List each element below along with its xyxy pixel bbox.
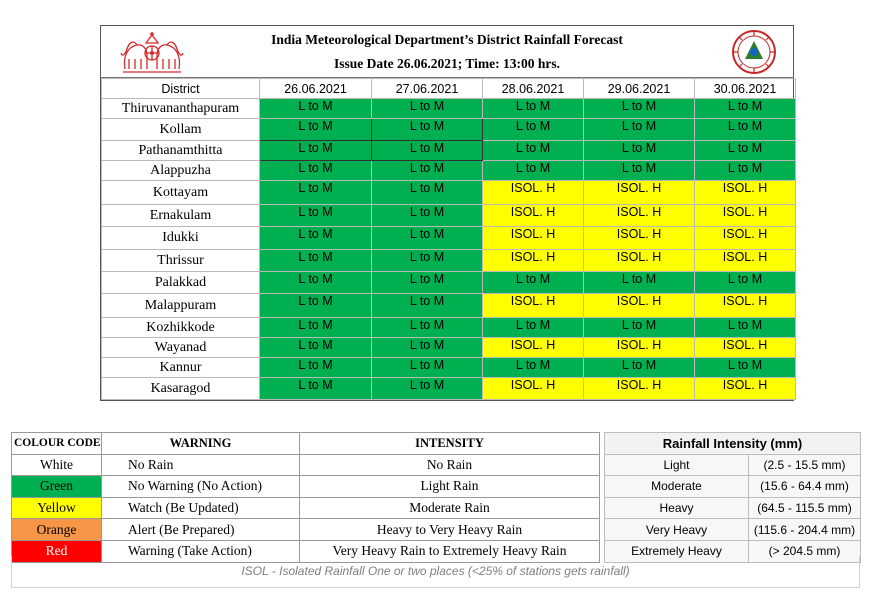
district-name: Idukki xyxy=(102,227,260,250)
table-row xyxy=(102,181,796,205)
forecast-cell: ISOL. H xyxy=(483,181,584,205)
rainfall-label: Moderate xyxy=(605,476,749,498)
intensity-header: INTENSITY xyxy=(300,433,600,455)
table-row xyxy=(102,378,796,400)
forecast-cell: L to M xyxy=(695,141,796,161)
forecast-cell: L to M xyxy=(372,161,483,181)
legend-row xyxy=(12,519,600,541)
forecast-cell: L to M xyxy=(372,205,483,227)
forecast-cell: ISOL. H xyxy=(483,205,584,227)
table-row xyxy=(102,358,796,378)
forecast-cell: L to M xyxy=(260,161,372,181)
district-name: Thiruvananthapuram xyxy=(102,99,260,119)
table-row xyxy=(102,250,796,272)
colour-swatch: Orange xyxy=(12,519,102,541)
forecast-cell: L to M xyxy=(695,318,796,338)
forecast-cell: L to M xyxy=(260,119,372,141)
forecast-cell: ISOL. H xyxy=(695,250,796,272)
forecast-grid xyxy=(101,78,796,400)
forecast-cell: L to M xyxy=(584,99,695,119)
forecast-cell: L to M xyxy=(260,294,372,318)
forecast-cell: ISOL. H xyxy=(584,205,695,227)
page-title: India Meteorological Department’s District Rainfall Forecast xyxy=(271,32,623,47)
rainfall-label: Extremely Heavy xyxy=(605,540,749,562)
rainfall-range: (115.6 - 204.4 mm) xyxy=(749,519,861,541)
date-header: 26.06.2021 xyxy=(260,79,372,99)
district-name: Kozhikkode xyxy=(102,318,260,338)
forecast-cell: L to M xyxy=(584,161,695,181)
district-name: Ernakulam xyxy=(102,205,260,227)
forecast-cell: L to M xyxy=(372,318,483,338)
forecast-cell: L to M xyxy=(372,378,483,400)
forecast-cell: L to M xyxy=(584,119,695,141)
table-row xyxy=(102,161,796,181)
forecast-cell: L to M xyxy=(260,205,372,227)
warning-text: Alert (Be Prepared) xyxy=(102,519,300,541)
date-header: 30.06.2021 xyxy=(695,79,796,99)
warning-header: WARNING xyxy=(102,433,300,455)
warning-text: Watch (Be Updated) xyxy=(102,497,300,519)
forecast-cell: L to M xyxy=(483,99,584,119)
forecast-cell: L to M xyxy=(584,272,695,294)
rainfall-intensity-table xyxy=(604,432,861,563)
forecast-cell: L to M xyxy=(584,141,695,161)
column-header-row xyxy=(102,79,796,99)
legend-row xyxy=(12,497,600,519)
forecast-cell: L to M xyxy=(260,318,372,338)
rainfall-label: Very Heavy xyxy=(605,519,749,541)
forecast-cell: ISOL. H xyxy=(584,227,695,250)
forecast-cell: L to M xyxy=(483,119,584,141)
rainfall-label: Heavy xyxy=(605,497,749,519)
intensity-text: Very Heavy Rain to Extremely Heavy Rain xyxy=(300,540,600,562)
colour-swatch: Red xyxy=(12,540,102,562)
district-name: Kottayam xyxy=(102,181,260,205)
forecast-cell: L to M xyxy=(695,161,796,181)
forecast-cell: ISOL. H xyxy=(483,250,584,272)
forecast-cell: L to M xyxy=(372,338,483,358)
forecast-cell: ISOL. H xyxy=(483,227,584,250)
table-row xyxy=(102,272,796,294)
footnote-box xyxy=(11,556,860,588)
forecast-cell: L to M xyxy=(260,358,372,378)
intensity-text: Moderate Rain xyxy=(300,497,600,519)
forecast-cell: ISOL. H xyxy=(695,338,796,358)
forecast-cell: L to M xyxy=(260,272,372,294)
table-row xyxy=(102,205,796,227)
forecast-cell: L to M xyxy=(372,227,483,250)
table-row xyxy=(102,119,796,141)
forecast-cell: ISOL. H xyxy=(584,294,695,318)
table-row xyxy=(102,318,796,338)
date-header: 29.06.2021 xyxy=(584,79,695,99)
forecast-cell: L to M xyxy=(695,119,796,141)
forecast-table xyxy=(100,25,794,401)
rainfall-range: (64.5 - 115.5 mm) xyxy=(749,497,861,519)
district-header: District xyxy=(102,79,260,99)
district-name: Palakkad xyxy=(102,272,260,294)
date-header: 28.06.2021 xyxy=(483,79,584,99)
colour-swatch: Yellow xyxy=(12,497,102,519)
forecast-cell: L to M xyxy=(260,250,372,272)
forecast-cell: ISOL. H xyxy=(483,378,584,400)
rainfall-label: Light xyxy=(605,454,749,476)
rainfall-title: Rainfall Intensity (mm) xyxy=(605,433,861,455)
forecast-cell: L to M xyxy=(372,272,483,294)
forecast-cell: ISOL. H xyxy=(584,338,695,358)
date-header: 27.06.2021 xyxy=(372,79,483,99)
forecast-cell: L to M xyxy=(483,318,584,338)
legend-header-row xyxy=(12,433,600,455)
intensity-text: No Rain xyxy=(300,454,600,476)
district-name: Pathanamthitta xyxy=(102,141,260,161)
colour-swatch: White xyxy=(12,454,102,476)
district-name: Kasaragod xyxy=(102,378,260,400)
district-name: Malappuram xyxy=(102,294,260,318)
forecast-cell: ISOL. H xyxy=(584,378,695,400)
forecast-cell: ISOL. H xyxy=(695,294,796,318)
forecast-cell: L to M xyxy=(584,318,695,338)
rainfall-range: (15.6 - 64.4 mm) xyxy=(749,476,861,498)
forecast-cell: L to M xyxy=(372,141,483,161)
forecast-cell: L to M xyxy=(483,358,584,378)
forecast-cell: L to M xyxy=(483,272,584,294)
rainfall-header-row xyxy=(605,433,861,455)
table-row xyxy=(102,227,796,250)
legend-row xyxy=(12,454,600,476)
forecast-cell: ISOL. H xyxy=(695,181,796,205)
footnote: ISOL - Isolated Rainfall One or two places (<25% of stations gets rainfall) xyxy=(241,564,630,578)
forecast-cell: L to M xyxy=(372,250,483,272)
table-row xyxy=(102,294,796,318)
forecast-cell: L to M xyxy=(372,181,483,205)
forecast-header xyxy=(101,26,793,78)
rainfall-range: (> 204.5 mm) xyxy=(749,540,861,562)
warning-text: No Warning (No Action) xyxy=(102,476,300,498)
table-row xyxy=(102,141,796,161)
district-name: Thrissur xyxy=(102,250,260,272)
colour-code-legend xyxy=(11,432,600,563)
forecast-cell: L to M xyxy=(372,99,483,119)
forecast-cell: L to M xyxy=(695,272,796,294)
rainfall-row xyxy=(605,454,861,476)
intensity-text: Heavy to Very Heavy Rain xyxy=(300,519,600,541)
forecast-cell: L to M xyxy=(260,141,372,161)
forecast-cell: L to M xyxy=(372,294,483,318)
forecast-cell: ISOL. H xyxy=(695,227,796,250)
forecast-cell: L to M xyxy=(695,358,796,378)
forecast-cell: ISOL. H xyxy=(483,294,584,318)
table-row xyxy=(102,99,796,119)
forecast-cell: ISOL. H xyxy=(695,378,796,400)
forecast-cell: L to M xyxy=(483,161,584,181)
district-name: Kollam xyxy=(102,119,260,141)
intensity-text: Light Rain xyxy=(300,476,600,498)
forecast-cell: L to M xyxy=(260,227,372,250)
forecast-cell: L to M xyxy=(695,99,796,119)
colour-code-header: COLOUR CODE xyxy=(12,433,102,455)
rainfall-row xyxy=(605,476,861,498)
district-name: Wayanad xyxy=(102,338,260,358)
forecast-cell: L to M xyxy=(483,141,584,161)
forecast-cell: L to M xyxy=(372,358,483,378)
forecast-cell: ISOL. H xyxy=(584,181,695,205)
warning-text: Warning (Take Action) xyxy=(102,540,300,562)
forecast-cell: L to M xyxy=(260,378,372,400)
forecast-cell: L to M xyxy=(260,99,372,119)
forecast-cell: L to M xyxy=(372,119,483,141)
rainfall-row xyxy=(605,519,861,541)
forecast-cell: ISOL. H xyxy=(695,205,796,227)
forecast-cell: L to M xyxy=(584,358,695,378)
imd-logo-icon xyxy=(731,29,777,75)
district-name: Kannur xyxy=(102,358,260,378)
rainfall-range: (2.5 - 15.5 mm) xyxy=(749,454,861,476)
table-row xyxy=(102,338,796,358)
district-name: Alappuzha xyxy=(102,161,260,181)
rainfall-row xyxy=(605,497,861,519)
forecast-cell: ISOL. H xyxy=(483,338,584,358)
legend-row xyxy=(12,476,600,498)
colour-swatch: Green xyxy=(12,476,102,498)
warning-text: No Rain xyxy=(102,454,300,476)
forecast-cell: L to M xyxy=(260,181,372,205)
forecast-cell: L to M xyxy=(260,338,372,358)
issue-date: Issue Date 26.06.2021; Time: 13:00 hrs. xyxy=(334,56,560,71)
forecast-cell: ISOL. H xyxy=(584,250,695,272)
